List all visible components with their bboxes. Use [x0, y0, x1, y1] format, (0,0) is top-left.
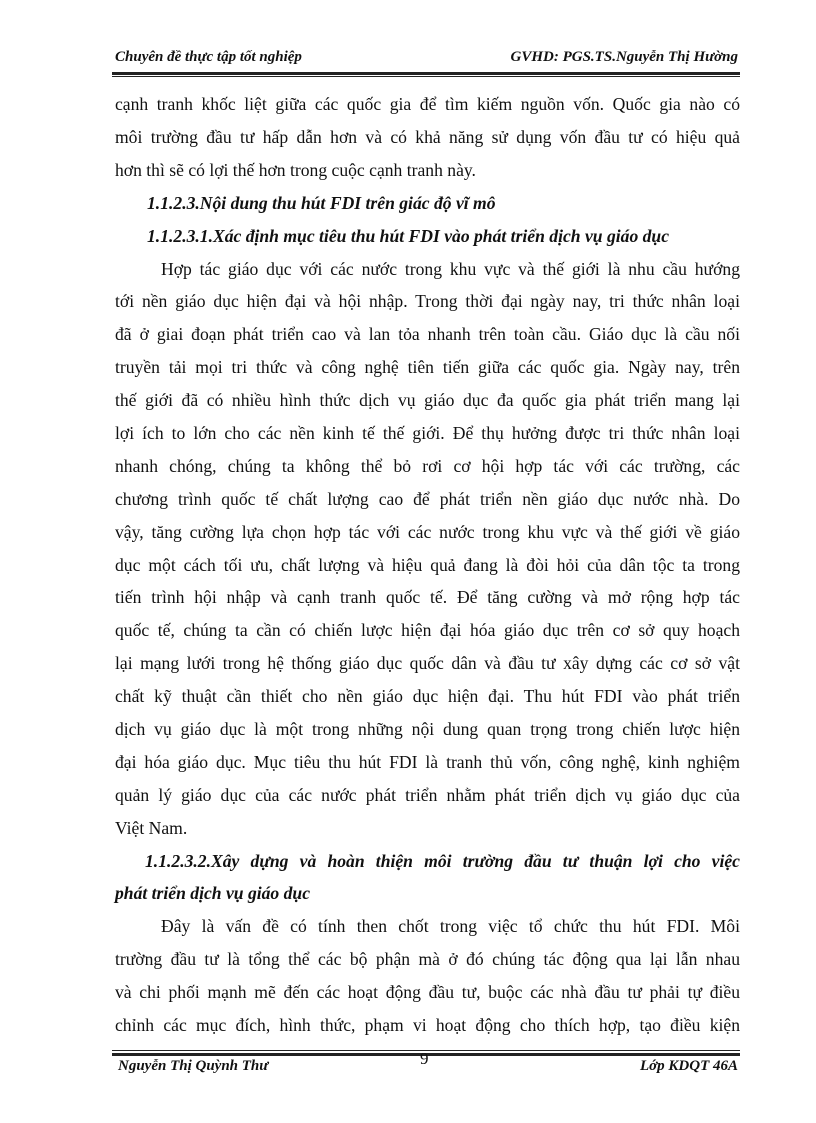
page-number: 9: [420, 1049, 429, 1068]
body-line: tiến trình hội nhập và cạnh tranh quốc tế. Để tăng cường và mở rộng hợp tác: [115, 587, 740, 608]
body-line: chỉnh các mục đích, hình thức, phạm vi hoạt động cho thích hợp, tạo điều kiện: [115, 1015, 740, 1036]
header-rule: [112, 72, 740, 75]
paragraph-first-line: Đây là vấn đề có tính then chốt trong việc tổ chức thu hút FDI. Môi: [161, 916, 740, 937]
body-line: lại mạng lưới trong hệ thống giáo dục quốc dân và đầu tư xây dựng các cơ sở vật: [115, 653, 740, 674]
body-line: chất kỹ thuật cần thiết cho nền giáo dục hiện đại. Thu hút FDI vào phát triển: [115, 686, 740, 707]
body-line: thế giới đã có nhiều hình thức dịch vụ giáo dục đa quốc gia phát triển mang lại: [115, 390, 740, 411]
body-line: trường đầu tư là tổng thể các bộ phận mà ở đó chúng tác động qua lại lẫn nhau: [115, 949, 740, 970]
body-line: Việt Nam.: [115, 817, 188, 838]
footer-author: Nguyễn Thị Quỳnh Thư: [118, 1058, 269, 1074]
body-line: dịch vụ giáo dục là một trong những nội dung quan trọng trong chiến lược hiện: [115, 718, 740, 739]
footer-class: Lớp KDQT 46A: [639, 1058, 738, 1074]
body-line: lợi ích to lớn cho các nền kinh tế thế giới. Để thụ hưởng được tri thức nhân loại: [115, 422, 740, 443]
header-rule-thin: [112, 76, 740, 77]
subsection-heading-cont: phát triển dịch vụ giáo dục: [115, 883, 311, 904]
body-line: chương trình quốc tế chất lượng cao để phát triển nền giáo dục nước nhà. Do: [115, 488, 740, 509]
body-line: nhanh chóng, chúng ta không thể bỏ rơi cơ hội hợp tác với các trường, các: [115, 455, 740, 476]
page-body: [115, 88, 740, 1042]
subsection-heading: 1.1.2.3.2.Xây dựng và hoàn thiện môi trường đầu tư thuận lợi cho việc: [145, 850, 740, 871]
header-title: Chuyên đề thực tập tốt nghiệp: [115, 49, 302, 65]
body-line: đại hóa giáo dục. Mục tiêu thu hút FDI là tranh thủ vốn, công nghệ, kinh nghiệm: [115, 751, 740, 772]
body-line: quản lý giáo dục của các nước phát triển nhằm phát triển dịch vụ giáo dục của: [115, 784, 740, 805]
body-line: đã ở giai đoạn phát triển cao và lan tỏa nhanh trên toàn cầu. Giáo dục là cầu nối: [115, 324, 740, 345]
body-line: tới nền giáo dục hiện đại và hội nhập. Trong thời đại ngày nay, tri thức nhân loại: [115, 291, 740, 312]
section-heading: 1.1.2.3.Nội dung thu hút FDI trên giác độ vĩ mô: [147, 192, 496, 213]
body-line: cạnh tranh khốc liệt giữa các quốc gia để tìm kiếm nguồn vốn. Quốc gia nào có: [115, 94, 740, 114]
body-line: truyền tải mọi tri thức và công nghệ tiên tiến giữa các quốc gia. Ngày nay, trên: [115, 357, 740, 378]
body-line: và chi phối mạnh mẽ đến các hoạt động đầu tư, buộc các nhà đầu tư phải tự điều: [115, 982, 740, 1003]
body-line: môi trường đầu tư hấp dẫn hơn và có khả năng sử dụng vốn đầu tư có hiệu quả: [115, 126, 740, 147]
header-supervisor: GVHD: PGS.TS.Nguyễn Thị Hường: [510, 49, 738, 65]
subsection-heading: 1.1.2.3.1.Xác định mục tiêu thu hút FDI vào phát triển dịch vụ giáo dục: [147, 225, 670, 246]
body-line: hơn thì sẽ có lợi thế hơn trong cuộc cạnh tranh này.: [115, 159, 476, 180]
paragraph-first-line: Hợp tác giáo dục với các nước trong khu vực và thế giới là nhu cầu hướng: [161, 258, 740, 279]
body-line: dục một cách tối ưu, chất lượng và hiệu quả đang là đòi hỏi của dân tộc ta trong: [115, 554, 740, 575]
body-line: vậy, tăng cường lựa chọn hợp tác với các nước trong khu vực và thế giới về giáo: [115, 521, 740, 542]
body-line: quốc tế, chúng ta cần có chiến lược hiện đại hóa giáo dục trên cơ sở quy hoạch: [115, 620, 740, 641]
